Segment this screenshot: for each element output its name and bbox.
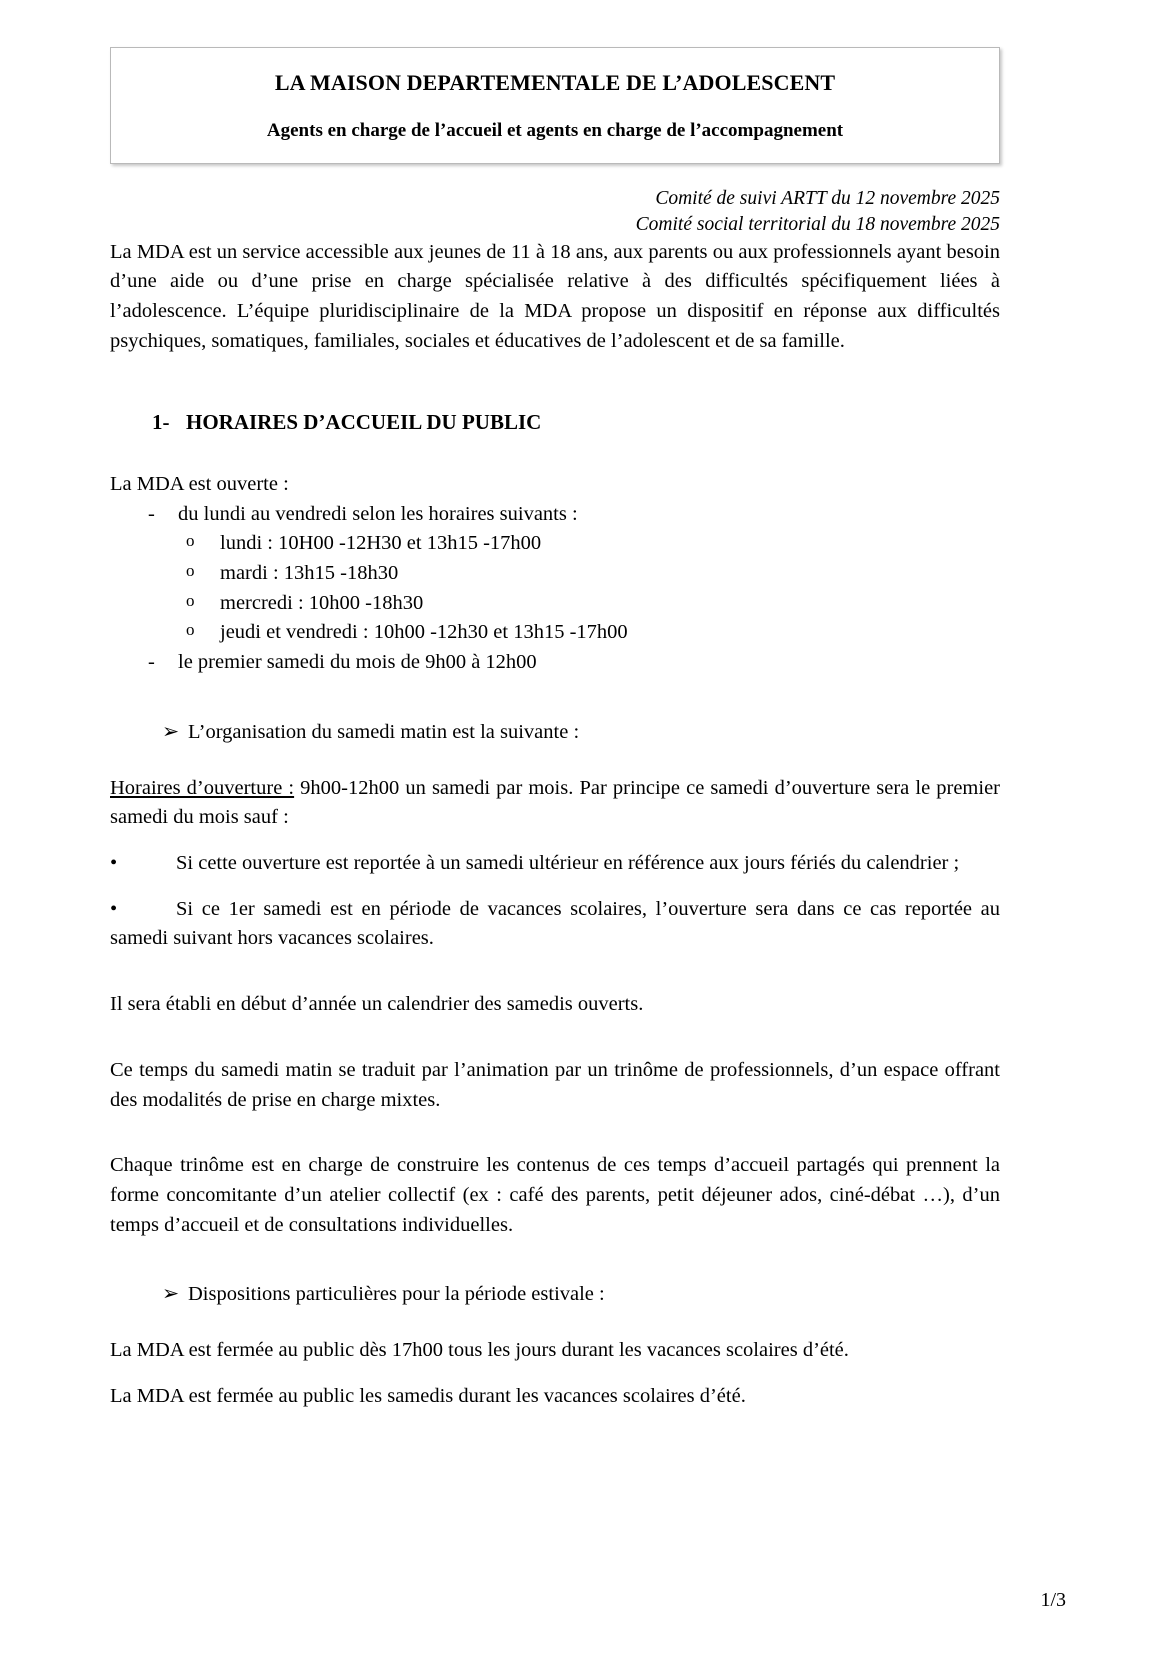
opening-hours-text: 9h00-12h00 un samedi par mois. Par principe ce samedi d’ouverture sera le premier samedi du mois sauf : (110, 776, 1001, 829)
summer-paragraph-2: La MDA est fermée au public les samedis durant les vacances scolaires d’été. (110, 1384, 746, 1407)
opening-hours-label: Horaires d’ouverture : (110, 776, 295, 799)
exception-item-1 (110, 849, 1000, 879)
schedule-wednesday: mercredi : 10h00 -18h30 (220, 591, 424, 614)
section-1-heading (110, 409, 1000, 436)
page-title: LA MAISON DEPARTEMENTALE DE L’ADOLESCENT (274, 70, 836, 95)
opening-hours-list (110, 500, 1000, 678)
title-box (110, 47, 1000, 164)
list-item (110, 529, 1000, 559)
dash-marker-icon: - (148, 651, 155, 674)
intro-paragraph: La MDA est un service accessible aux jeunes de 11 à 18 ans, aux parents ou aux professionnels ayant besoin d’une aide ou d’une prise en charge spécialisée relative à des difficultés spécifiquement liées à l’adolescence. L’équipe pluridisciplinaire de la MDA propose un dispositif en réponse aux difficultés psychiques, somatiques, familiales, sociales et éducatives de l’adolescent et de sa famille. (110, 240, 1000, 352)
trinome-paragraph-1: Ce temps du samedi matin se traduit par l’animation par un trinôme de professionnels, d’un espace offrant des modalités de prise en charge mixtes. (110, 1058, 1000, 1111)
opening-hours-paragraph (110, 774, 1000, 833)
list-item (110, 559, 1000, 589)
circle-marker-icon: o (186, 590, 195, 610)
circle-marker-icon: o (186, 620, 195, 640)
list-item (110, 618, 1000, 648)
exception-2-text: Si ce 1er samedi est en période de vacances scolaires, l’ouverture sera dans ce cas reportée au samedi suivant hors vacances scolaires. (110, 897, 1000, 950)
weekday-intro-label: du lundi au vendredi selon les horaires suivants : (178, 502, 578, 525)
schedule-tuesday: mardi : 13h15 -18h30 (220, 561, 399, 584)
summer-dispositions-label: Dispositions particulières pour la période estivale : (188, 1283, 605, 1306)
list-item (110, 589, 1000, 619)
meeting-dates (110, 186, 1000, 237)
circle-marker-icon: o (186, 560, 195, 580)
summer-paragraph-1: La MDA est fermée au public dès 17h00 tous les jours durant les vacances scolaires d’été. (110, 1339, 849, 1362)
saturday-organisation-label: L’organisation du samedi matin est la suivante : (188, 720, 580, 743)
trinome-paragraph-2: Chaque trinôme est en charge de construire les contenus de ces temps d’accueil partagés qui prennent la forme concomitante d’un atelier collectif (ex : café des parents, petit déjeuner ados, ciné-débat …), d’un temps d’accueil et de consultations individuelles. (110, 1154, 1000, 1236)
bullet-dot-icon: • (110, 897, 118, 920)
section-1-number: 1- (152, 409, 170, 434)
dash-marker-icon: - (148, 502, 155, 525)
list-item (110, 500, 1000, 530)
schedule-saturday: le premier samedi du mois de 9h00 à 12h00 (178, 651, 537, 674)
exception-item-2 (110, 895, 1000, 954)
page-number: 1/3 (1040, 1589, 1066, 1611)
saturday-organisation-heading (110, 718, 1000, 748)
exception-1-text: Si cette ouverture est reportée à un samedi ultérieur en référence aux jours fériés du calendrier ; (176, 852, 960, 875)
opening-lead: La MDA est ouverte : (110, 472, 289, 495)
schedule-monday: lundi : 10H00 -12H30 et 13h15 -17h00 (220, 532, 542, 555)
arrow-bullet-icon: ➢ (162, 720, 180, 743)
circle-marker-icon: o (186, 531, 195, 551)
date-line-artt: Comité de suivi ARTT du 12 novembre 2025 (655, 188, 1000, 210)
list-item (110, 648, 1000, 678)
section-1-title: HORAIRES D’ACCUEIL DU PUBLIC (186, 409, 542, 434)
arrow-bullet-icon: ➢ (162, 1283, 180, 1306)
date-line-cst: Comité social territorial du 18 novembre 2025 (635, 213, 1000, 235)
page-subtitle: Agents en charge de l’accueil et agents en charge de l’accompagnement (266, 120, 844, 142)
bullet-dot-icon: • (110, 852, 118, 875)
calendar-paragraph: Il sera établi en début d’année un calendrier des samedis ouverts. (110, 993, 644, 1016)
document-content (110, 0, 1000, 1412)
summer-dispositions-heading (110, 1280, 1000, 1310)
schedule-thursday-friday: jeudi et vendredi : 10h00 -12h30 et 13h15 -17h00 (220, 621, 628, 644)
